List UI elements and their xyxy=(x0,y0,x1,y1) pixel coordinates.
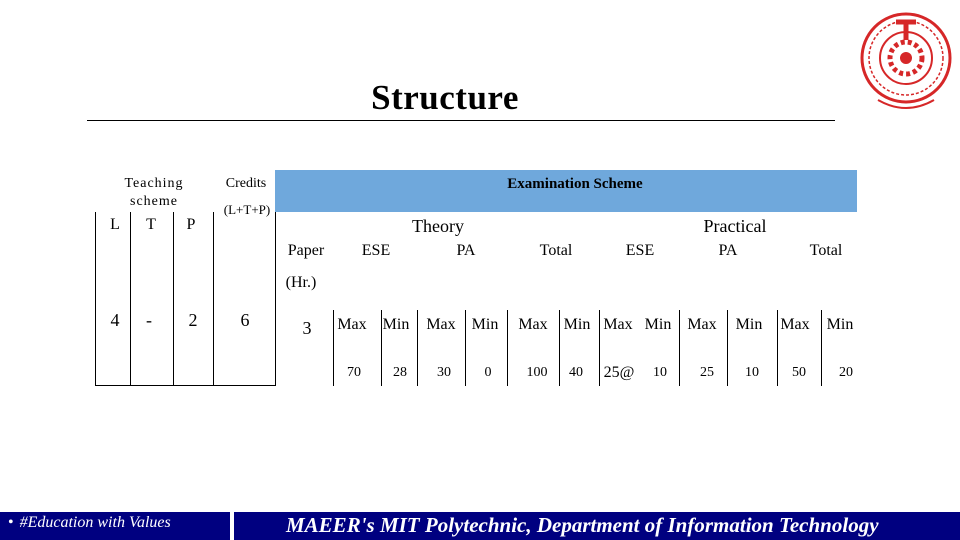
practical-ese-min-label: Min xyxy=(644,316,672,333)
value-theory-ese-min: 28 xyxy=(393,365,407,380)
footer-bullet: • xyxy=(8,514,14,531)
footer-institution: MAEER's MIT Polytechnic, Department of Information Technology xyxy=(286,513,879,537)
value-credits: 6 xyxy=(240,310,250,330)
value-practical-ese-max: 25@ xyxy=(603,364,635,381)
footer-left-bar xyxy=(0,512,230,540)
value-P: 2 xyxy=(188,310,198,330)
value-theory-total-min: 40 xyxy=(569,365,583,380)
theory-header: Theory xyxy=(412,216,464,236)
value-practical-total-max: 50 xyxy=(792,365,806,380)
value-paper-hr: 3 xyxy=(302,318,312,338)
credits-label: Credits xyxy=(225,176,267,191)
value-L: 4 xyxy=(110,310,120,330)
value-theory-ese-max: 70 xyxy=(347,365,361,380)
value-theory-pa-min: 0 xyxy=(484,365,492,380)
examination-scheme-label: Examination Scheme xyxy=(507,176,643,192)
paper-label: Paper xyxy=(287,242,325,259)
practical-total-max-label: Max xyxy=(780,316,810,333)
theory-pa-min-label: Min xyxy=(471,316,499,333)
paper-hr-label: (Hr.) xyxy=(285,274,317,291)
college-seal-logo xyxy=(858,0,954,118)
teaching-P-label: P xyxy=(186,216,196,233)
theory-pa-max-label: Max xyxy=(426,316,456,333)
slide-title: Structure xyxy=(371,78,519,117)
value-theory-total-max: 100 xyxy=(526,365,548,380)
theory-total-label: Total xyxy=(539,242,573,259)
practical-pa-max-label: Max xyxy=(687,316,717,333)
teaching-L-label: L xyxy=(110,216,120,233)
value-practical-total-min: 20 xyxy=(839,365,853,380)
practical-ese-label: ESE xyxy=(625,242,655,259)
table-frame xyxy=(95,170,857,386)
value-T: - xyxy=(146,310,152,330)
theory-total-min-label: Min xyxy=(563,316,591,333)
practical-total-min-label: Min xyxy=(826,316,854,333)
teaching-scheme-label: Teaching scheme xyxy=(124,176,184,209)
value-practical-pa-max: 25 xyxy=(700,365,714,380)
practical-pa-label: PA xyxy=(718,242,738,259)
title-underline xyxy=(87,120,835,121)
credits-formula-label: (L+T+P) xyxy=(223,202,271,217)
practical-ese-max-label: Max xyxy=(603,316,633,333)
theory-ese-max-label: Max xyxy=(337,316,367,333)
value-theory-pa-max: 30 xyxy=(437,365,451,380)
footer-right-bar xyxy=(234,512,960,540)
value-practical-pa-min: 10 xyxy=(745,365,759,380)
teaching-T-label: T xyxy=(146,216,156,233)
value-practical-ese-min: 10 xyxy=(653,365,667,380)
theory-ese-min-label: Min xyxy=(382,316,410,333)
practical-header: Practical xyxy=(703,216,767,236)
footer-tagline: #Education with Values xyxy=(19,514,171,531)
theory-total-max-label: Max xyxy=(518,316,548,333)
practical-total-label: Total xyxy=(809,242,843,259)
theory-ese-label: ESE xyxy=(361,242,391,259)
practical-pa-min-label: Min xyxy=(735,316,763,333)
theory-pa-label: PA xyxy=(456,242,476,259)
scheme-table xyxy=(95,170,857,386)
